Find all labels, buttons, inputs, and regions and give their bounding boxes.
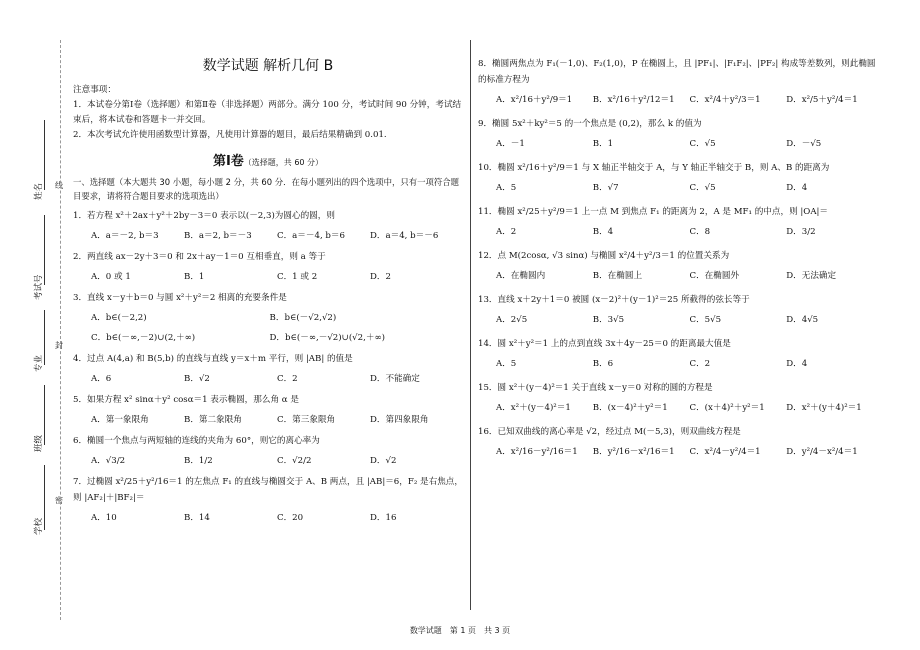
question-stem: 3．直线 x－y＋b＝0 与圆 x²＋y²＝2 相离的充要条件是: [73, 293, 287, 303]
answer-option: D．4: [786, 183, 808, 193]
option-row: [496, 357, 883, 372]
answer-option: A．x²＋(y－4)²＝1: [496, 403, 571, 413]
question-list-right: [478, 56, 883, 460]
answer-option: B．在椭圆上: [592, 271, 643, 281]
question-item: [478, 204, 883, 240]
answer-option: C．√5: [689, 139, 716, 149]
major-field-label: 专业: [34, 354, 44, 372]
answer-option: A．－1: [496, 139, 525, 149]
section-note: （选择题，共 60 分）: [243, 158, 324, 167]
option-row: [496, 181, 883, 196]
answer-option: B．y²/16－x²/16＝1: [592, 447, 675, 457]
question-item: [73, 208, 463, 244]
answer-option: C．x²/4－y²/4＝1: [689, 447, 761, 457]
answer-option: B．3√5: [592, 315, 625, 325]
column-divider: [470, 40, 471, 610]
name-field-line: [44, 120, 45, 190]
answer-option: B．4: [592, 227, 614, 237]
option-row: [91, 311, 463, 326]
question-stem: 14．圆 x²＋y²＝1 上的点到直线 3x＋4y－25＝0 的距离最大值是: [478, 339, 731, 349]
answer-option: A．√3/2: [91, 456, 126, 466]
answer-option: A．x²/16＋y²/9＝1: [496, 95, 573, 105]
section-title: 第Ⅰ卷: [212, 154, 244, 169]
answer-option: D．a＝4, b＝－6: [370, 231, 439, 241]
question-item: [478, 56, 883, 108]
option-row: [496, 225, 883, 240]
answer-option: B．(x－4)²＋y²＝1: [592, 403, 668, 413]
answer-option: D．4: [786, 359, 808, 369]
answer-option: C．20: [277, 513, 304, 523]
option-row: [91, 454, 463, 469]
question-item: [478, 336, 883, 372]
question-stem: 8．椭圆两焦点为 F₁(－1,0)、F₂(1,0)，P 在椭圆上，且 |PF₁|、|F₁F₂|、|PF₂| 构成等差数列，则此椭圆的标准方程为: [478, 59, 876, 85]
answer-option: D．x²＋(y＋4)²＝1: [786, 403, 862, 413]
answer-option: D．－√5: [786, 139, 822, 149]
question-stem: 5．如果方程 x² sinα＋y² cosα＝1 表示椭圆，那么角 α 是: [73, 395, 299, 405]
answer-option: D．y²/4－x²/4＝1: [786, 447, 858, 457]
answer-option: C．在椭圆外: [689, 271, 740, 281]
answer-option: B．6: [592, 359, 614, 369]
option-row: [91, 511, 463, 526]
answer-option: C．8: [689, 227, 711, 237]
answer-option: B．1: [592, 139, 614, 149]
option-row: [496, 445, 883, 460]
answer-option: B．1/2: [184, 456, 213, 466]
cut-mark-2: 封: [55, 341, 63, 350]
question-item: [478, 380, 883, 416]
answer-option: A．6: [91, 374, 112, 384]
answer-option: B．b∈(－√2,√2): [269, 313, 337, 323]
page-title: 数学试题 解析几何 B: [202, 58, 334, 74]
question-item: [478, 116, 883, 152]
class-field-label: 班级: [34, 434, 44, 452]
answer-option: A．5: [496, 359, 517, 369]
answer-option: A．b∈(－2,2): [91, 313, 147, 323]
question-stem: 7．过椭圆 x²/25＋y²/16＝1 的左焦点 F₁ 的直线与椭圆交于 A、B 两点，且 |AB|＝6，F₂ 是右焦点，则 |AF₂|＋|BF₂|＝: [73, 477, 463, 503]
answer-option: B．14: [184, 513, 210, 523]
question-item: [73, 392, 463, 428]
answer-option: D．第四象限角: [370, 415, 429, 425]
answer-option: A．在椭圆内: [496, 271, 546, 281]
question-stem: 4．过点 A(4,a) 和 B(5,b) 的直线与直线 y＝x＋m 平行，则 |AB| 的值是: [73, 354, 353, 364]
major-field-line: [44, 310, 45, 365]
question-stem: 11．椭圆 x²/25＋y²/9＝1 上一点 M 到焦点 F₁ 的距离为 2，A 是 MF₁ 的中点，则 |OA|＝: [478, 207, 829, 217]
answer-option: D．x²/5＋y²/4＝1: [786, 95, 858, 105]
exam-no-field-label: 考试号: [34, 274, 44, 300]
answer-option: C．x²/4＋y²/3＝1: [689, 95, 761, 105]
question-item: [73, 290, 463, 346]
binding-dashed-line: [60, 40, 61, 620]
notice-item: 1．本试卷分第Ⅰ卷（选择题）和第Ⅱ卷（非选择题）两部分。满分 100 分，考试时间 90 分钟，考试结束后，将本试卷和答题卡一并交回。: [73, 100, 462, 125]
cut-mark-1: 线: [55, 181, 63, 190]
option-row: [496, 137, 883, 152]
option-row: [91, 331, 463, 346]
answer-option: B．1: [184, 272, 205, 282]
question-stem: 12．点 M(2cosα, √3 sinα) 与椭圆 x²/4＋y²/3＝1 的位置关系为: [478, 251, 730, 261]
question-stem: 10．椭圆 x²/16＋y²/9＝1 与 X 轴正半轴交于 A，与 Y 轴正半轴交于 B，则 A、B 的距离为: [478, 163, 830, 173]
option-row: [91, 229, 463, 244]
answer-option: D．4√5: [786, 315, 819, 325]
answer-option: C．√5: [689, 183, 716, 193]
question-stem: 13．直线 x＋2y＋1＝0 被圆 (x－2)²＋(y－1)²＝25 所截得的弦长等于: [478, 295, 750, 305]
answer-option: A．a＝－2, b＝3: [91, 231, 159, 241]
notice-item: 2．本次考试允许使用函数型计算器，凡使用计算器的题目，最后结果精确到 0.01.: [73, 130, 387, 140]
answer-option: C．5√5: [689, 315, 722, 325]
option-row: [91, 270, 463, 285]
answer-option: C．√2/2: [277, 456, 312, 466]
option-row: [496, 269, 883, 284]
answer-option: C．2: [277, 374, 298, 384]
answer-option: C．(x＋4)²＋y²＝1: [689, 403, 765, 413]
question-item: [478, 248, 883, 284]
answer-option: B．x²/16＋y²/12＝1: [592, 95, 675, 105]
option-row: [496, 93, 883, 108]
answer-option: B．a＝2, b＝－3: [184, 231, 252, 241]
question-item: [73, 351, 463, 387]
question-stem: 16．已知双曲线的离心率是 √2，经过点 M(－5,3)，则双曲线方程是: [478, 427, 741, 437]
answer-option: C．b∈(－∞,－2)∪(2,＋∞): [91, 333, 196, 343]
answer-option: D．无法确定: [786, 271, 837, 281]
name-field-label: 姓名: [34, 182, 44, 200]
answer-option: B．第二象限角: [184, 415, 242, 425]
question-stem: 1．若方程 x²＋2ax＋y²＋2by－3＝0 表示以(－2,3)为圆心的圆，则: [73, 211, 335, 221]
answer-option: A．10: [91, 513, 117, 523]
exam-no-field-line: [44, 215, 45, 285]
answer-option: C．第三象限角: [277, 415, 336, 425]
section-description: 一、选择题（本大题共 30 小题，每小题 2 分，共 60 分．在每小题列出的四个选项中，只有一项符合题目要求，请将符合题目要求的选项选出）: [73, 177, 459, 201]
answer-option: A．5: [496, 183, 517, 193]
answer-option: A．2√5: [496, 315, 528, 325]
school-field-line: [44, 465, 45, 530]
answer-option: A．2: [496, 227, 517, 237]
option-row: [496, 313, 883, 328]
answer-option: D．b∈(－∞,－√2)∪(√2,＋∞): [269, 333, 385, 343]
option-row: [91, 413, 463, 428]
answer-option: D．2: [370, 272, 391, 282]
answer-option: C．1 或 2: [277, 272, 318, 282]
question-item: [73, 249, 463, 285]
question-item: [478, 424, 883, 460]
question-stem: 15．圆 x²＋(y－4)²＝1 关于直线 x－y＝0 对称的圆的方程是: [478, 383, 713, 393]
question-item: [73, 474, 463, 526]
question-item: [73, 433, 463, 469]
right-column: [478, 48, 883, 462]
answer-option: B．√2: [184, 374, 210, 384]
question-item: [478, 292, 883, 328]
answer-option: A．第一象限角: [91, 415, 149, 425]
answer-option: C．a＝－4, b＝6: [277, 231, 345, 241]
answer-option: C．2: [689, 359, 711, 369]
answer-option: D．不能确定: [370, 374, 420, 384]
question-stem: 2．两直线 ax－2y＋3＝0 和 2x＋ay－1＝0 互相垂直，则 a 等于: [73, 252, 326, 262]
question-stem: 9．椭圆 5x²＋ky²＝5 的一个焦点是 (0,2)，那么 k 的值为: [478, 119, 702, 129]
binding-strip: [0, 0, 62, 650]
answer-option: B．√7: [592, 183, 619, 193]
left-column: [73, 48, 463, 528]
answer-option: A．x²/16－y²/16＝1: [496, 447, 578, 457]
answer-option: D．16: [370, 513, 397, 523]
section-heading: [73, 150, 463, 169]
question-list-left: [73, 208, 463, 526]
answer-option: D．√2: [370, 456, 397, 466]
page-footer: 数学试题 第 1 页 共 3 页: [409, 626, 511, 635]
answer-option: A．0 或 1: [91, 272, 131, 282]
notice-label: 注意事项：: [73, 85, 116, 95]
question-stem: 6．椭圆一个焦点与两短轴的连线的夹角为 60°，则它的离心率为: [73, 436, 320, 446]
option-row: [91, 372, 463, 387]
question-item: [478, 160, 883, 196]
notice-block: [73, 83, 463, 143]
option-row: [496, 401, 883, 416]
cut-mark-3: 密: [55, 496, 63, 505]
class-field-line: [44, 385, 45, 445]
school-field-label: 学校: [34, 517, 44, 535]
answer-option: D．3/2: [786, 227, 816, 237]
